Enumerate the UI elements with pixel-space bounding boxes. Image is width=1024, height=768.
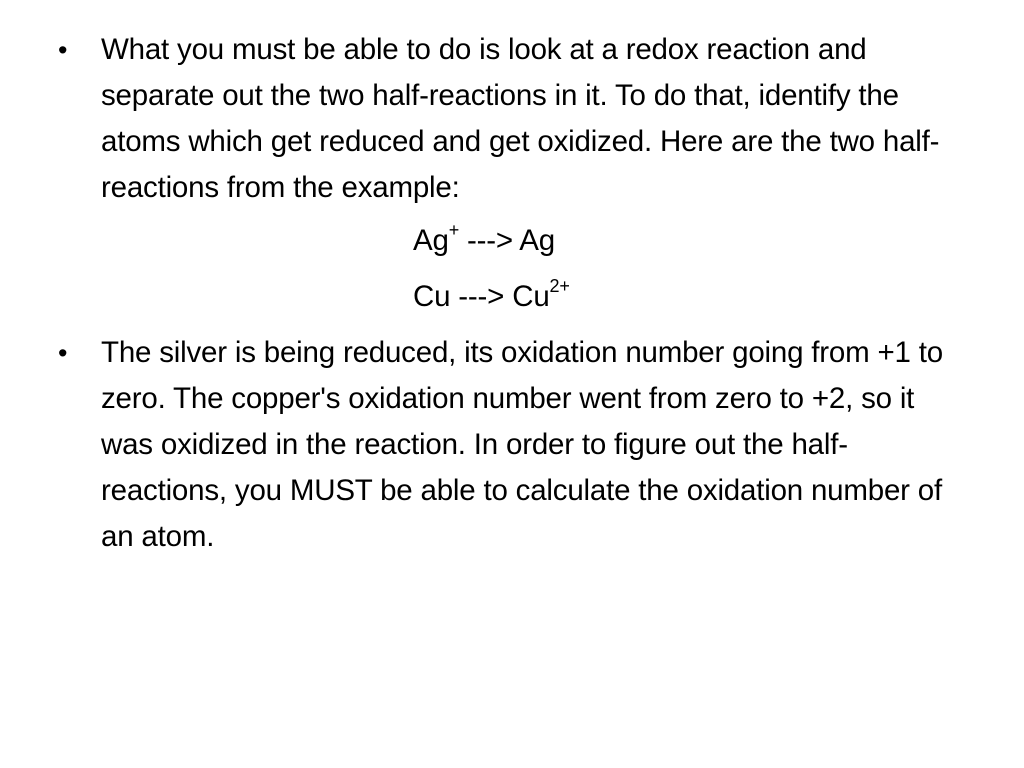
equation-product-charge: 2+ xyxy=(549,276,570,297)
bullet-text: The silver is being reduced, its oxidation number going from +1 to zero. The copper's oxidation number went from zero to +2, so it was oxidized in the reaction. In order to figure out the half-reactions, you MUST be able to calculate the oxidation number of an atom. xyxy=(101,336,943,553)
half-reaction-silver xyxy=(413,213,958,269)
bullet-dot-icon: • xyxy=(58,338,68,368)
half-reaction-copper xyxy=(413,269,958,325)
equation-product: Cu xyxy=(512,280,550,313)
equation-reactant: Cu xyxy=(413,280,451,313)
equation-arrow: ---> xyxy=(450,280,513,313)
equation-product: Ag xyxy=(519,224,555,257)
equation-reactant: Ag xyxy=(413,224,449,257)
bullet-item-oxidation-explanation xyxy=(58,330,958,560)
equation-reactant-charge: + xyxy=(448,220,459,241)
equation-arrow: ---> xyxy=(459,224,520,257)
bullet-item-half-reactions-intro xyxy=(58,27,958,325)
half-reaction-equations xyxy=(101,213,958,325)
slide-body-list xyxy=(58,27,958,560)
bullet-text: What you must be able to do is look at a redox reaction and separate out the two half-reactions in it. To do that, identify the atoms which get reduced and get oxidized. Here are the two half-reactions from the example: xyxy=(101,33,940,204)
bullet-dot-icon: • xyxy=(58,35,68,65)
